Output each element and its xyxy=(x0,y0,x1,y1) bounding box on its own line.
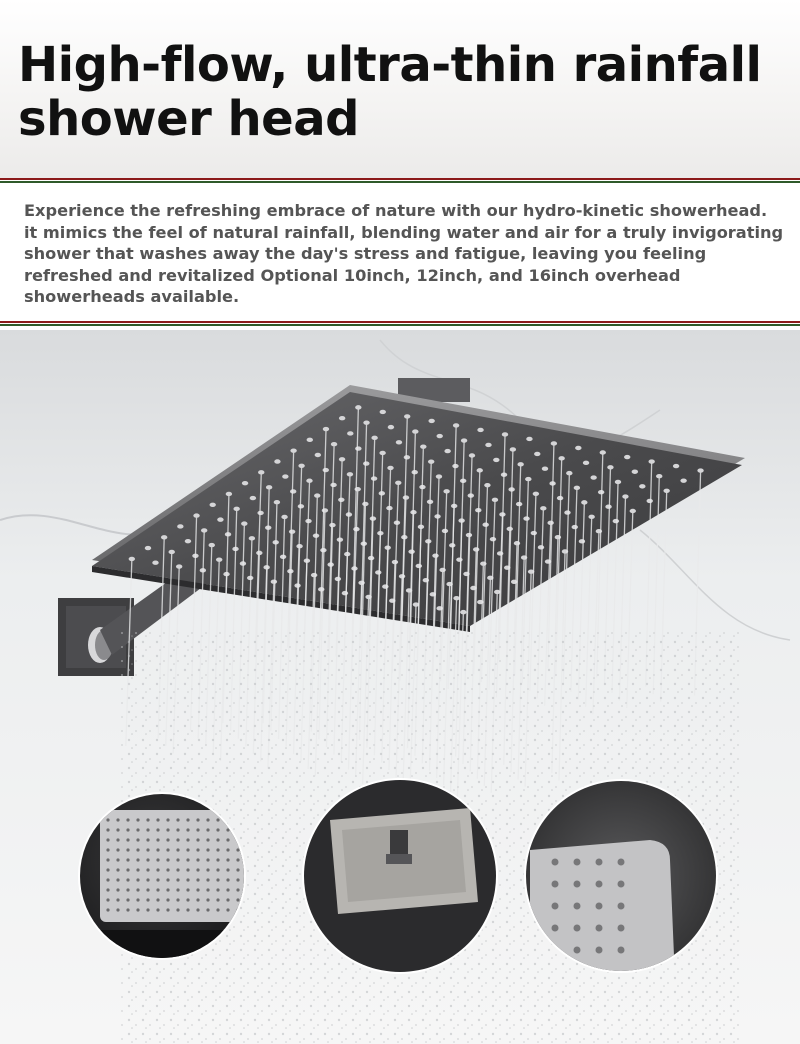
nozzle-dot xyxy=(673,464,679,468)
nozzle-hole xyxy=(226,858,229,861)
nozzle-dot xyxy=(581,500,587,504)
nozzle-hole xyxy=(196,868,199,871)
nozzle-dot xyxy=(575,446,581,450)
nozzle-dot xyxy=(466,533,472,537)
nozzle-hole xyxy=(206,848,209,851)
nozzle-dot xyxy=(432,553,438,557)
nozzle-dot xyxy=(395,481,401,485)
nozzle-dot xyxy=(403,495,409,499)
nozzle-dot xyxy=(177,524,183,528)
nozzle-hole xyxy=(126,898,129,901)
nozzle-hole xyxy=(156,858,159,861)
nozzle-dot xyxy=(490,537,496,541)
nozzle-dot xyxy=(526,437,532,441)
nozzle-hole xyxy=(186,868,189,871)
nozzle-hole xyxy=(196,828,199,831)
nozzle-hole xyxy=(226,868,229,871)
nozzle-hole xyxy=(146,878,149,881)
nozzle-hole xyxy=(126,908,129,911)
nozzle-hole xyxy=(166,828,169,831)
nozzle-hole xyxy=(574,903,581,910)
nozzle-hole xyxy=(126,878,129,881)
divider-stripe-bottom xyxy=(0,321,800,326)
nozzle-dot xyxy=(290,448,296,452)
nozzle-hole xyxy=(146,898,149,901)
nozzle-hole xyxy=(176,828,179,831)
nozzle-dot xyxy=(613,519,619,523)
nozzle-hole xyxy=(136,848,139,851)
nozzle-hole xyxy=(186,858,189,861)
nozzle-hole xyxy=(136,828,139,831)
nozzle-hole xyxy=(106,828,109,831)
nozzle-dot xyxy=(249,536,255,540)
nozzle-hole xyxy=(106,898,109,901)
nozzle-hole xyxy=(618,925,625,932)
nozzle-hole xyxy=(206,858,209,861)
nozzle-hole xyxy=(216,908,219,911)
nozzle-hole xyxy=(216,828,219,831)
nozzle-dot xyxy=(331,442,337,446)
nozzle-dot xyxy=(271,580,277,584)
nozzle-dot xyxy=(399,574,405,578)
nozzle-dot xyxy=(169,550,175,554)
nozzle-dot xyxy=(217,517,223,521)
nozzle-dot xyxy=(600,450,606,454)
nozzle-dot xyxy=(289,529,295,533)
nozzle-hole xyxy=(156,888,159,891)
nozzle-dot xyxy=(647,499,653,503)
nozzle-hole xyxy=(166,898,169,901)
nozzle-hole xyxy=(216,898,219,901)
nozzle-dot xyxy=(258,470,264,474)
nozzle-dot xyxy=(342,591,348,595)
nozzle-dot xyxy=(226,492,232,496)
nozzle-dot xyxy=(648,459,654,463)
nozzle-dot xyxy=(161,535,167,539)
nozzle-dot xyxy=(420,444,426,448)
nozzle-hole xyxy=(236,878,239,881)
nozzle-dot xyxy=(517,462,523,466)
nozzle-hole xyxy=(552,925,559,932)
nozzle-dot xyxy=(607,465,613,469)
nozzle-hole xyxy=(126,868,129,871)
nozzle-hole xyxy=(196,858,199,861)
nozzle-dot xyxy=(534,452,540,456)
nozzle-dot xyxy=(315,453,321,457)
nozzle-dot xyxy=(201,528,207,532)
nozzle-dot xyxy=(339,457,345,461)
nozzle-hole xyxy=(596,925,603,932)
nozzle-hole xyxy=(206,868,209,871)
nozzle-dot xyxy=(281,515,287,519)
nozzle-dot xyxy=(656,474,662,478)
nozzle-dot xyxy=(588,515,594,519)
nozzle-dot xyxy=(355,487,361,491)
nozzle-dot xyxy=(380,410,386,414)
nozzle-dot xyxy=(412,429,418,433)
nozzle-hole xyxy=(146,838,149,841)
nozzle-hole xyxy=(176,858,179,861)
nozzle-dot xyxy=(375,570,381,574)
nozzle-hole xyxy=(176,818,179,821)
nozzle-dot xyxy=(209,543,215,547)
nozzle-dot xyxy=(605,504,611,508)
nozzle-dot xyxy=(443,489,449,493)
nozzle-dot xyxy=(477,468,483,472)
nozzle-dot xyxy=(663,489,669,493)
nozzle-hole xyxy=(226,888,229,891)
nozzle-hole xyxy=(166,818,169,821)
nozzle-hole xyxy=(116,888,119,891)
nozzle-dot xyxy=(266,485,272,489)
nozzle-hole xyxy=(146,818,149,821)
nozzle-hole xyxy=(196,888,199,891)
nozzle-dot xyxy=(453,423,459,427)
nozzle-hole xyxy=(166,868,169,871)
nozzle-hole xyxy=(176,908,179,911)
nozzle-dot xyxy=(590,475,596,479)
nozzle-hole xyxy=(196,818,199,821)
nozzle-hole xyxy=(226,838,229,841)
nozzle-hole xyxy=(146,828,149,831)
nozzle-dot xyxy=(453,596,459,600)
nozzle-dot xyxy=(176,564,182,568)
nozzle-hole xyxy=(176,848,179,851)
nozzle-hole xyxy=(106,848,109,851)
nozzle-hole xyxy=(116,878,119,881)
nozzle-hole xyxy=(552,881,559,888)
nozzle-hole xyxy=(216,868,219,871)
nozzle-dot xyxy=(129,557,135,561)
product-description: Experience the refreshing embrace of nature with our hydro-kinetic showerhead. it mimics the feel of natural rainfall, blending water and air for a truly invigorating shower that washes away the day's stress and fatigue, leaving you feeling refreshed and revitalized Optional 10inch, 12inch, and 16inch overhead showerheads available. xyxy=(24,201,784,306)
nozzle-hole xyxy=(136,908,139,911)
nozzle-dot xyxy=(323,468,329,472)
nozzle-hole xyxy=(574,947,581,954)
nozzle-dot xyxy=(392,560,398,564)
nozzle-hole xyxy=(116,848,119,851)
nozzle-dot xyxy=(404,455,410,459)
nozzle-dot xyxy=(615,480,621,484)
nozzle-hole xyxy=(106,818,109,821)
nozzle-dot xyxy=(583,461,589,465)
nozzle-hole xyxy=(206,828,209,831)
nozzle-dot xyxy=(290,489,296,493)
nozzle-hole xyxy=(216,878,219,881)
nozzle-hole xyxy=(126,848,129,851)
nozzle-dot xyxy=(469,453,475,457)
nozzle-dot xyxy=(624,455,630,459)
nozzle-hole xyxy=(236,858,239,861)
nozzle-dot xyxy=(371,436,377,440)
nozzle-dot xyxy=(233,507,239,511)
nozzle-hole xyxy=(216,888,219,891)
nozzle-hole xyxy=(176,868,179,871)
nozzle-hole xyxy=(206,898,209,901)
nozzle-hole xyxy=(236,898,239,901)
nozzle-hole xyxy=(156,848,159,851)
nozzle-dot xyxy=(542,467,548,471)
nozzle-dot xyxy=(547,521,553,525)
nozzle-dot xyxy=(639,484,645,488)
nozzle-dot xyxy=(388,425,394,429)
nozzle-dot xyxy=(510,447,516,451)
nozzle-hole xyxy=(206,908,209,911)
nozzle-hole xyxy=(186,838,189,841)
nozzle-hole xyxy=(206,888,209,891)
nozzle-hole xyxy=(574,859,581,866)
nozzle-hole xyxy=(156,818,159,821)
nozzle-hole xyxy=(106,908,109,911)
nozzle-hole xyxy=(196,908,199,911)
nozzle-hole xyxy=(206,838,209,841)
nozzle-hole xyxy=(126,888,129,891)
nozzle-hole xyxy=(216,858,219,861)
nozzle-dot xyxy=(558,456,564,460)
nozzle-hole xyxy=(236,888,239,891)
nozzle-hole xyxy=(106,878,109,881)
nozzle-dot xyxy=(362,502,368,506)
nozzle-dot xyxy=(210,503,216,507)
nozzle-hole xyxy=(126,818,129,821)
nozzle-dot xyxy=(456,557,462,561)
nozzle-hole xyxy=(618,881,625,888)
nozzle-hole xyxy=(216,848,219,851)
nozzle-hole xyxy=(196,838,199,841)
nozzle-dot xyxy=(574,486,580,490)
nozzle-hole xyxy=(176,888,179,891)
nozzle-dot xyxy=(484,483,490,487)
nozzle-dot xyxy=(632,470,638,474)
nozzle-dot xyxy=(502,432,508,436)
nozzle-dot xyxy=(493,458,499,462)
nozzle-dot xyxy=(492,498,498,502)
nozzle-dot xyxy=(323,427,329,431)
nozzle-dot xyxy=(306,479,312,483)
nozzle-hole xyxy=(116,828,119,831)
nozzle-dot xyxy=(428,419,434,423)
divider-stripe-top xyxy=(0,178,800,183)
nozzle-hole xyxy=(146,888,149,891)
nozzle-dot xyxy=(379,451,385,455)
nozzle-dot xyxy=(538,545,544,549)
nozzle-dot xyxy=(298,464,304,468)
nozzle-hole xyxy=(186,818,189,821)
nozzle-hole xyxy=(186,898,189,901)
nozzle-hole xyxy=(176,878,179,881)
nozzle-dot xyxy=(355,405,361,409)
nozzle-hole xyxy=(106,858,109,861)
nozzle-hole xyxy=(574,881,581,888)
nozzle-hole xyxy=(196,878,199,881)
nozzle-dot xyxy=(282,474,288,478)
nozzle-hole xyxy=(116,818,119,821)
nozzle-hole xyxy=(116,868,119,871)
nozzle-hole xyxy=(196,898,199,901)
nozzle-hole xyxy=(136,818,139,821)
nozzle-hole xyxy=(136,878,139,881)
nozzle-hole xyxy=(136,888,139,891)
nozzle-dot xyxy=(630,509,636,513)
nozzle-dot xyxy=(307,438,313,442)
nozzle-dot xyxy=(355,446,361,450)
nozzle-hole xyxy=(226,878,229,881)
nozzle-dot xyxy=(347,431,353,435)
nozzle-dot xyxy=(216,557,222,561)
nozzle-hole xyxy=(618,903,625,910)
nozzle-hole xyxy=(226,908,229,911)
nozzle-dot xyxy=(477,428,483,432)
nozzle-dot xyxy=(387,466,393,470)
nozzle-hole xyxy=(116,908,119,911)
nozzle-dot xyxy=(242,481,248,485)
nozzle-dot xyxy=(416,564,422,568)
nozzle-hole xyxy=(166,878,169,881)
nozzle-dot xyxy=(363,461,369,465)
nozzle-hole xyxy=(618,859,625,866)
nozzle-hole xyxy=(166,848,169,851)
nozzle-dot xyxy=(461,438,467,442)
nozzle-dot xyxy=(697,468,703,472)
nozzle-hole xyxy=(236,868,239,871)
nozzle-hole xyxy=(156,868,159,871)
nozzle-hole xyxy=(116,838,119,841)
nozzle-hole xyxy=(156,908,159,911)
nozzle-hole xyxy=(126,858,129,861)
nozzle-hole xyxy=(166,888,169,891)
nozzle-hole xyxy=(106,838,109,841)
nozzle-dot xyxy=(428,459,434,463)
nozzle-hole xyxy=(136,838,139,841)
nozzle-hole xyxy=(106,888,109,891)
nozzle-hole xyxy=(206,878,209,881)
nozzle-hole xyxy=(226,898,229,901)
nozzle-hole xyxy=(156,898,159,901)
nozzle-dot xyxy=(485,443,491,447)
nozzle-dot xyxy=(514,541,520,545)
nozzle-dot xyxy=(145,546,151,550)
nozzle-hole xyxy=(552,903,559,910)
nozzle-dot xyxy=(322,508,328,512)
nozzle-dot xyxy=(347,472,353,476)
nozzle-hole xyxy=(146,908,149,911)
nozzle-dot xyxy=(152,561,158,565)
nozzle-hole xyxy=(166,858,169,861)
shower-head-illustration xyxy=(0,330,800,1044)
nozzle-hole xyxy=(156,878,159,881)
nozzle-hole xyxy=(618,947,625,954)
nozzle-dot xyxy=(572,525,578,529)
nozzle-hole xyxy=(186,828,189,831)
nozzle-dot xyxy=(274,459,280,463)
nozzle-hole xyxy=(596,881,603,888)
nozzle-hole xyxy=(574,925,581,932)
nozzle-hole xyxy=(136,858,139,861)
nozzle-dot xyxy=(531,531,537,535)
nozzle-hole xyxy=(166,838,169,841)
nozzle-dot xyxy=(622,494,628,498)
nozzle-hole xyxy=(146,858,149,861)
nozzle-hole xyxy=(176,898,179,901)
nozzle-dot xyxy=(460,610,466,614)
nozzle-dot xyxy=(329,523,335,527)
nozzle-dot xyxy=(250,496,256,500)
nozzle-dot xyxy=(404,414,410,418)
nozzle-hole xyxy=(126,838,129,841)
page-title: High-flow, ultra-thin rainfall shower head xyxy=(18,37,762,147)
nozzle-hole xyxy=(596,947,603,954)
nozzle-dot xyxy=(525,477,531,481)
nozzle-hole xyxy=(206,818,209,821)
nozzle-hole xyxy=(186,908,189,911)
nozzle-dot xyxy=(473,547,479,551)
nozzle-hole xyxy=(136,898,139,901)
nozzle-hole xyxy=(226,848,229,851)
nozzle-dot xyxy=(396,440,402,444)
nozzle-dot xyxy=(507,527,513,531)
nozzle-hole xyxy=(156,828,159,831)
nozzle-dot xyxy=(241,521,247,525)
detail-top-connector xyxy=(302,778,498,974)
nozzle-dot xyxy=(551,441,557,445)
nozzle-dot xyxy=(363,420,369,424)
nozzle-hole xyxy=(216,818,219,821)
nozzle-hole xyxy=(136,868,139,871)
nozzle-dot xyxy=(193,513,199,517)
nozzle-dot xyxy=(444,449,450,453)
nozzle-hole xyxy=(596,903,603,910)
nozzle-dot xyxy=(564,510,570,514)
nozzle-hole xyxy=(116,858,119,861)
nozzle-hole xyxy=(166,908,169,911)
nozzle-hole xyxy=(146,848,149,851)
nozzle-dot xyxy=(185,539,191,543)
nozzle-dot xyxy=(314,493,320,497)
nozzle-hole xyxy=(186,878,189,881)
nozzle-dot xyxy=(533,492,539,496)
nozzle-dot xyxy=(540,506,546,510)
product-photo xyxy=(0,330,800,1044)
nozzle-dot xyxy=(566,471,572,475)
nozzle-hole xyxy=(146,868,149,871)
nozzle-hole xyxy=(186,848,189,851)
nozzle-hole xyxy=(596,859,603,866)
nozzle-dot xyxy=(579,539,585,543)
nozzle-dot xyxy=(680,478,686,482)
nozzle-hole xyxy=(216,838,219,841)
nozzle-dot xyxy=(437,434,443,438)
nozzle-hole xyxy=(186,888,189,891)
nozzle-hole xyxy=(156,838,159,841)
nozzle-dot xyxy=(449,543,455,547)
nozzle-hole xyxy=(236,848,239,851)
nozzle-hole xyxy=(196,848,199,851)
nozzle-hole xyxy=(176,838,179,841)
nozzle-hole xyxy=(106,868,109,871)
nozzle-dot xyxy=(311,573,317,577)
nozzle-hole xyxy=(116,898,119,901)
nozzle-dot xyxy=(339,416,345,420)
nozzle-dot xyxy=(436,474,442,478)
nozzle-hole xyxy=(552,859,559,866)
nozzle-hole xyxy=(126,828,129,831)
nozzle-dot xyxy=(274,500,280,504)
